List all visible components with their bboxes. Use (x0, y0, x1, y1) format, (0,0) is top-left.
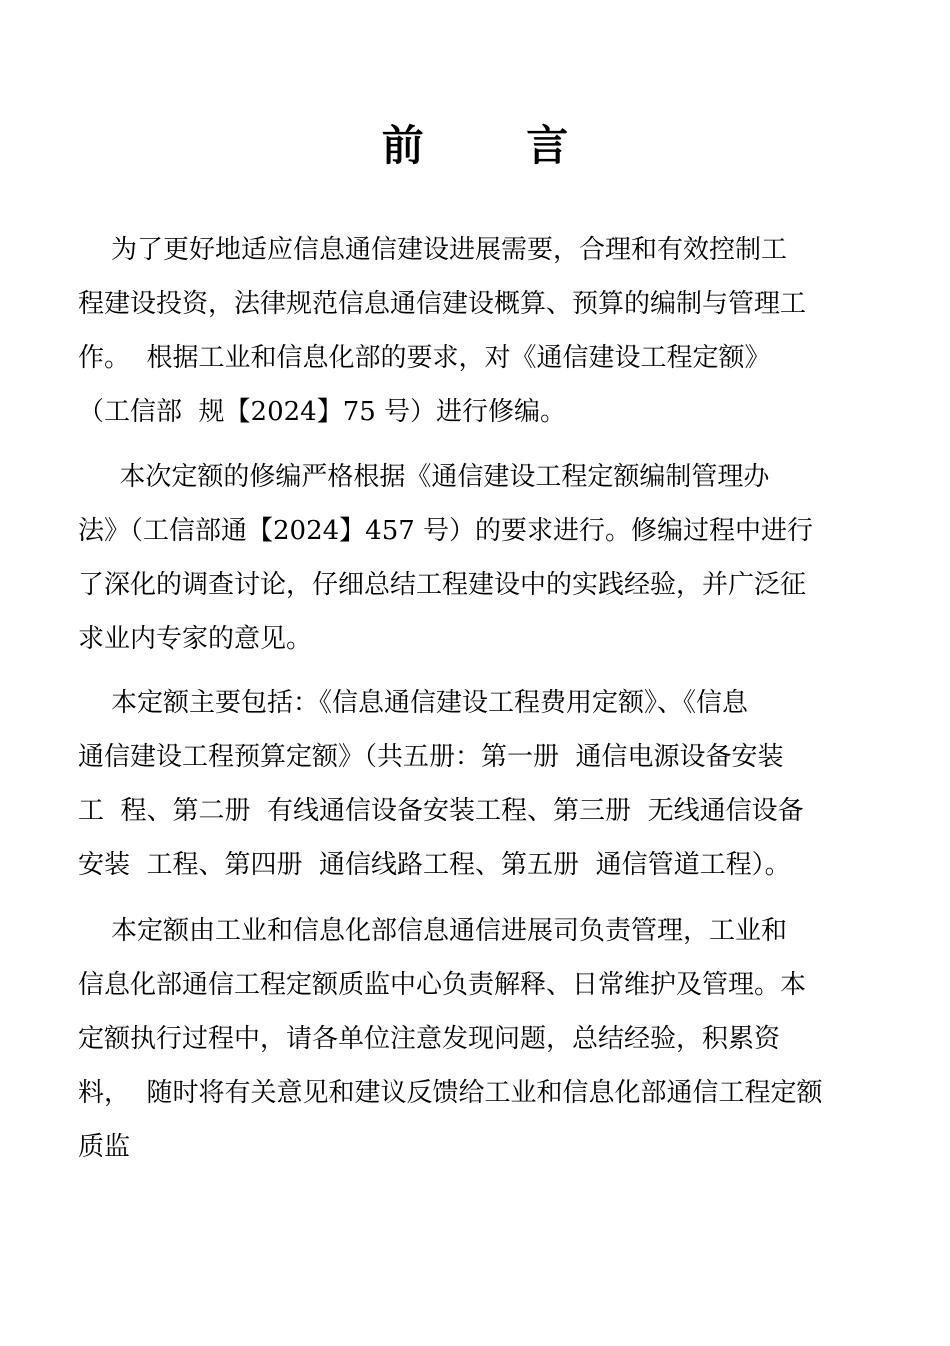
paragraph-line: 料， 随时将有关意见和建议反馈给工业和信息化部通信工程定额 (78, 1078, 823, 1108)
paragraph-3 (78, 676, 878, 892)
paragraph-line: 本定额主要包括：《信息通信建设工程费用定额》、《信息 (78, 688, 749, 718)
paragraph-line: 工 程、第二册 有线通信设备安装工程、第三册 无线通信设备 (78, 796, 804, 826)
paragraph-line: 求业内专家的意见。 (78, 624, 313, 654)
paragraph-line: 作。 根据工业和信息化部的要求，对《通信建设工程定额》 (78, 343, 771, 373)
paragraph-line: 质监 (78, 1132, 131, 1162)
paragraph-2 (78, 450, 878, 666)
paragraph-line: 本定额由工业和信息化部信息通信进展司负责管理，工业和 (78, 916, 788, 946)
paragraph-1 (78, 223, 878, 439)
paragraph-line: （工信部 规【2024】75 号）进行修编。 (78, 397, 567, 427)
paragraph-line: 了深化的调查讨论，仔细总结工程建设中的实践经验，并广泛征 (78, 570, 807, 600)
paragraph-4 (78, 904, 878, 1174)
page-title: 前 言 (381, 121, 613, 170)
paragraph-line: 本次定额的修编严格根据《通信建设工程定额编制管理办 (78, 462, 770, 492)
paragraph-line: 法》（工信部通【2024】457 号）的要求进行。修编过程中进行 (78, 516, 814, 546)
paragraph-line: 程建设投资，法律规范信息通信建设概算、预算的编制与管理工 (78, 289, 807, 319)
paragraph-line: 信息化部通信工程定额质监中心负责解释、日常维护及管理。本 (78, 970, 807, 1000)
paragraph-line: 安装 工程、第四册 通信线路工程、第五册 通信管道工程）。 (78, 850, 791, 880)
paragraph-line: 为了更好地适应信息通信建设进展需要，合理和有效控制工 (78, 235, 788, 265)
paragraph-line: 定额执行过程中，请各单位注意发现问题，总结经验，积累资 (78, 1024, 781, 1054)
paragraph-line: 通信建设工程预算定额》（共五册：第一册 通信电源设备安装 (78, 742, 784, 772)
